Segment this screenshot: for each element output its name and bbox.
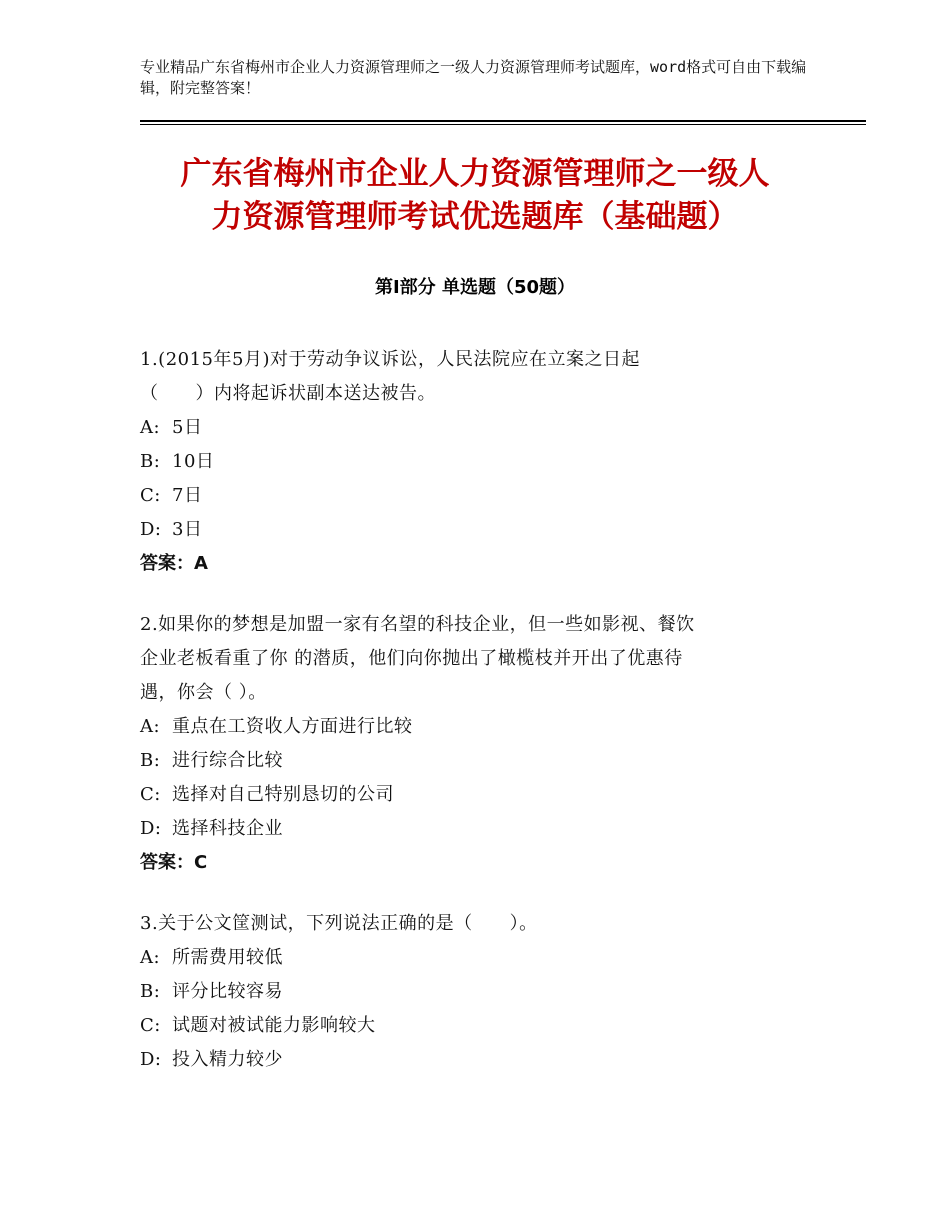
- option-text: 选择科技企业: [172, 818, 283, 839]
- option-text: 试题对被试能力影响较大: [172, 1015, 376, 1036]
- option-text: 10日: [172, 451, 215, 472]
- question-1-stem-line-1: 1.(2015年5月)对于劳动争议诉讼，人民法院应在立案之日起: [140, 349, 640, 370]
- question-list: [140, 343, 820, 1104]
- option-text: 5日: [172, 417, 203, 438]
- document-title: [120, 153, 830, 239]
- option-key: D:: [140, 818, 162, 839]
- question-1-answer: 答案：A: [140, 553, 208, 574]
- option-key: D:: [140, 1049, 162, 1070]
- header-note: 专业精品广东省梅州市企业人力资源管理师之一级人力资源管理师考试题库，word格式可自由下载编辑，附完整答案！: [140, 58, 807, 97]
- question-1: [140, 343, 820, 581]
- question-3-option-b: [140, 975, 820, 1009]
- option-key: A:: [140, 417, 161, 438]
- option-key: C:: [140, 485, 161, 506]
- question-3: [140, 907, 820, 1077]
- option-key: B:: [140, 981, 161, 1002]
- section-heading: 第Ⅰ部分 单选题（50题）: [374, 277, 575, 298]
- question-3-option-a: [140, 941, 820, 975]
- question-2-option-b: [140, 744, 820, 778]
- option-key: B:: [140, 750, 161, 771]
- question-3-option-d: [140, 1043, 820, 1077]
- option-text: 所需费用较低: [172, 947, 283, 968]
- option-key: A:: [140, 947, 161, 968]
- question-2-stem-line-2: 企业老板看重了你 的潜质，他们向你抛出了橄榄枝并开出了优惠待: [140, 648, 683, 669]
- option-text: 进行综合比较: [172, 750, 283, 771]
- question-2-option-c: [140, 778, 820, 812]
- option-key: A:: [140, 716, 161, 737]
- question-2: [140, 608, 820, 880]
- question-3-stem-line-1: 3.关于公文筐测试，下列说法正确的是（ ）。: [140, 913, 538, 934]
- option-text: 重点在工资收人方面进行比较: [172, 716, 413, 737]
- document-title-line-2: 力资源管理师考试优选题库（基础题）: [211, 199, 739, 235]
- question-3-option-c: [140, 1009, 820, 1043]
- option-text: 3日: [172, 519, 203, 540]
- header-divider-thick: [140, 120, 866, 122]
- question-2-answer: 答案：C: [140, 852, 208, 873]
- question-2-option-a: [140, 710, 820, 744]
- header-divider-thin: [140, 124, 866, 125]
- option-key: C:: [140, 1015, 161, 1036]
- question-2-stem-line-1: 2.如果你的梦想是加盟一家有名望的科技企业，但一些如影视、餐饮: [140, 614, 695, 635]
- document-title-line-1: 广东省梅州市企业人力资源管理师之一级人: [180, 156, 770, 192]
- option-text: 评分比较容易: [172, 981, 283, 1002]
- option-text: 选择对自己特别恳切的公司: [172, 784, 394, 805]
- question-1-option-c: [140, 479, 820, 513]
- option-text: 7日: [172, 485, 203, 506]
- question-2-stem-line-3: 遇，你会（ ）。: [140, 682, 267, 703]
- question-1-stem-line-2: （ ）内将起诉状副本送达被告。: [140, 383, 436, 404]
- question-2-option-d: [140, 812, 820, 846]
- option-text: 投入精力较少: [172, 1049, 283, 1070]
- question-1-option-a: [140, 411, 820, 445]
- option-key: D:: [140, 519, 162, 540]
- option-key: B:: [140, 451, 161, 472]
- question-1-option-d: [140, 513, 820, 547]
- option-key: C:: [140, 784, 161, 805]
- question-1-option-b: [140, 445, 820, 479]
